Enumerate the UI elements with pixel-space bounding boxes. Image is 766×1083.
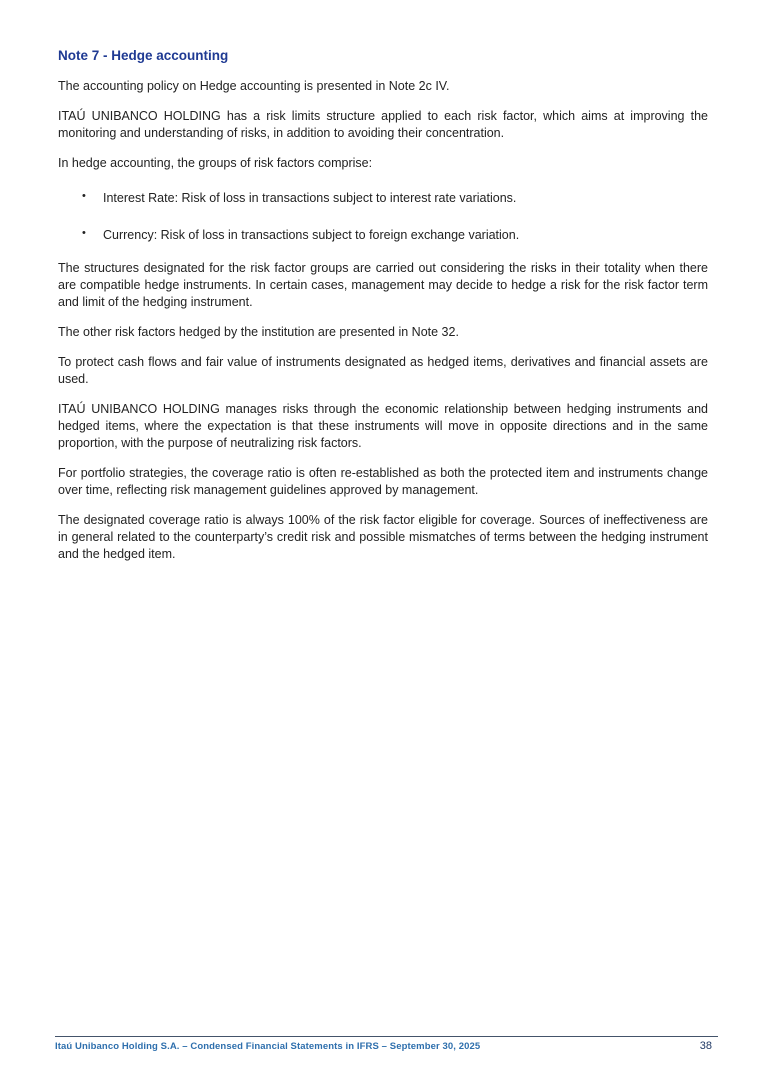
note-content: [58, 48, 708, 576]
list-item-text: Interest Rate: Risk of loss in transactions subject to interest rate variations.: [103, 191, 517, 205]
page-number: 38: [699, 1040, 712, 1052]
paragraph-risk-factor-groups-intro: In hedge accounting, the groups of risk factors comprise:: [58, 156, 373, 170]
note-heading: Note 7 - Hedge accounting: [58, 48, 229, 63]
list-item-currency: [58, 227, 708, 244]
bullet-icon: •: [82, 190, 86, 202]
bullet-icon: •: [82, 227, 86, 239]
paragraph-structures-designated: The structures designated for the risk factor groups are carried out considering the risks in their totality when there are compatible hedge instruments. In certain cases, management may decide to hedge a risk for the risk factor term and limit of the hedging instrument.: [58, 261, 708, 309]
paragraph-portfolio-strategies: For portfolio strategies, the coverage ratio is often re-established as both the protected item and instruments change over time, reflecting risk management guidelines approved by management.: [58, 466, 708, 497]
risk-factor-list: [58, 190, 708, 244]
list-item-text: Currency: Risk of loss in transactions subject to foreign exchange variation.: [103, 228, 520, 242]
list-item-interest-rate: [58, 190, 708, 207]
footer-row: [55, 1037, 718, 1052]
footer-document-title: Itaú Unibanco Holding S.A. – Condensed Financial Statements in IFRS – September 30, 2025: [55, 1041, 481, 1052]
paragraph-manages-risks: ITAÚ UNIBANCO HOLDING manages risks through the economic relationship between hedging instruments and hedged items, where the expectation is that these instruments will move in opposite directions and in the same proportion, with the purpose of neutralizing risk factors.: [58, 402, 708, 450]
paragraph-other-risk-factors: The other risk factors hedged by the institution are presented in Note 32.: [58, 325, 459, 339]
page-footer: [55, 1036, 718, 1052]
paragraph-risk-limits: ITAÚ UNIBANCO HOLDING has a risk limits structure applied to each risk factor, which aims at improving the monitoring and understanding of risks, in addition to avoiding their concentration.: [58, 109, 708, 140]
paragraph-protect-cash-flows: To protect cash flows and fair value of instruments designated as hedged items, derivatives and financial assets are used.: [58, 355, 708, 386]
paragraph-accounting-policy: The accounting policy on Hedge accounting is presented in Note 2c IV.: [58, 79, 450, 93]
paragraph-designated-coverage-ratio: The designated coverage ratio is always 100% of the risk factor eligible for coverage. Sources of ineffectiveness are in general related to the counterparty’s credit risk and possible mismatches of terms between the hedging instrument and the hedged item.: [58, 513, 708, 561]
